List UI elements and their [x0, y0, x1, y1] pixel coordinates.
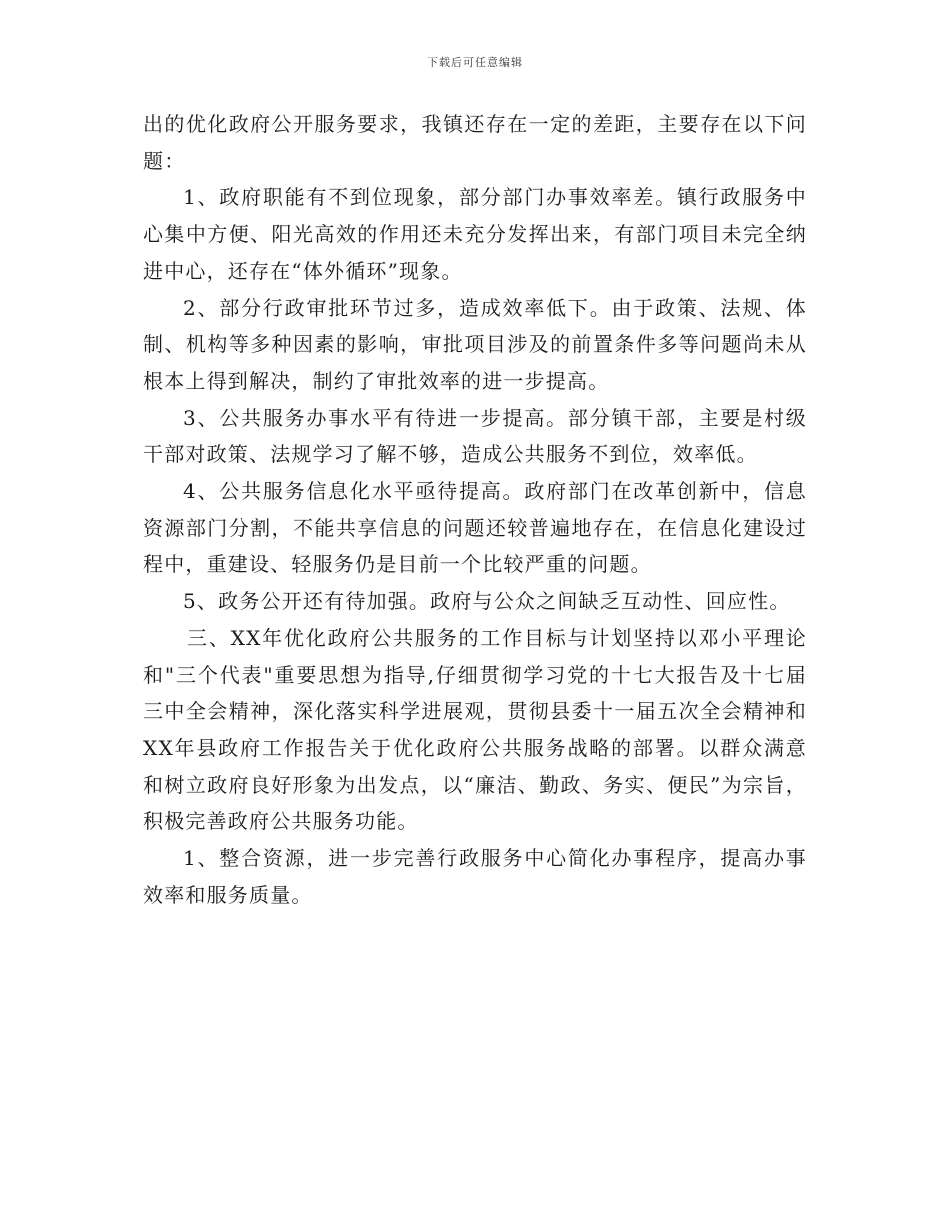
paragraph-issue-5: 5、政务公开还有待加强。政府与公众之间缺乏互动性、回应性。 [183, 589, 791, 614]
page-header: 下载后可任意编辑 [427, 56, 523, 69]
paragraph-issue-4: 4、公共服务信息化水平亟待提高。政府部门在改革创新中，信息资源部门分割，不能共享信息的问题还较普遍地存在，在信息化建设过程中，重建设、轻服务仍是目前一个比较严重的问题。 [143, 479, 807, 577]
paragraph-intro: 出的优化政府公开服务要求，我镇还存在一定的差距，主要存在以下问题： [143, 112, 807, 173]
paragraph-issue-2: 2、部分行政审批环节过多，造成效率低下。由于政策、法规、体制、机构等多种因素的影响，审批项目涉及的前置条件多等问题尚未从根本上得到解决，制约了审批效率的进一步提高。 [143, 295, 807, 393]
paragraph-section-3: 三、XX年优化政府公共服务的工作目标与计划坚持以邓小平理论和"三个代表"重要思想为指导,仔细贯彻学习党的十七大报告及十七届三中全会精神，深化落实科学进展观，贯彻县委十一届五次全会精神和XX年县政府工作报告关于优化政府公共服务战略的部署。以群众满意和树立政府良好形象为出发点，以“廉洁、勤政、务实、便民”为宗旨，积极完善政府公共服务功能。 [143, 625, 807, 834]
paragraph-issue-1: 1、政府职能有不到位现象，部分部门办事效率差。镇行政服务中心集中方便、阳光高效的作用还未充分发挥出来，有部门项目未完全纳进中心，还存在“体外循环”现象。 [143, 185, 807, 283]
document-body [143, 106, 807, 913]
paragraph-issue-3: 3、公共服务办事水平有待进一步提高。部分镇干部，主要是村级干部对政策、法规学习了解不够，造成公共服务不到位，效率低。 [143, 405, 807, 467]
paragraph-plan-1: 1、整合资源，进一步完善行政服务中心简化办事程序，提高办事效率和服务质量。 [143, 846, 807, 907]
